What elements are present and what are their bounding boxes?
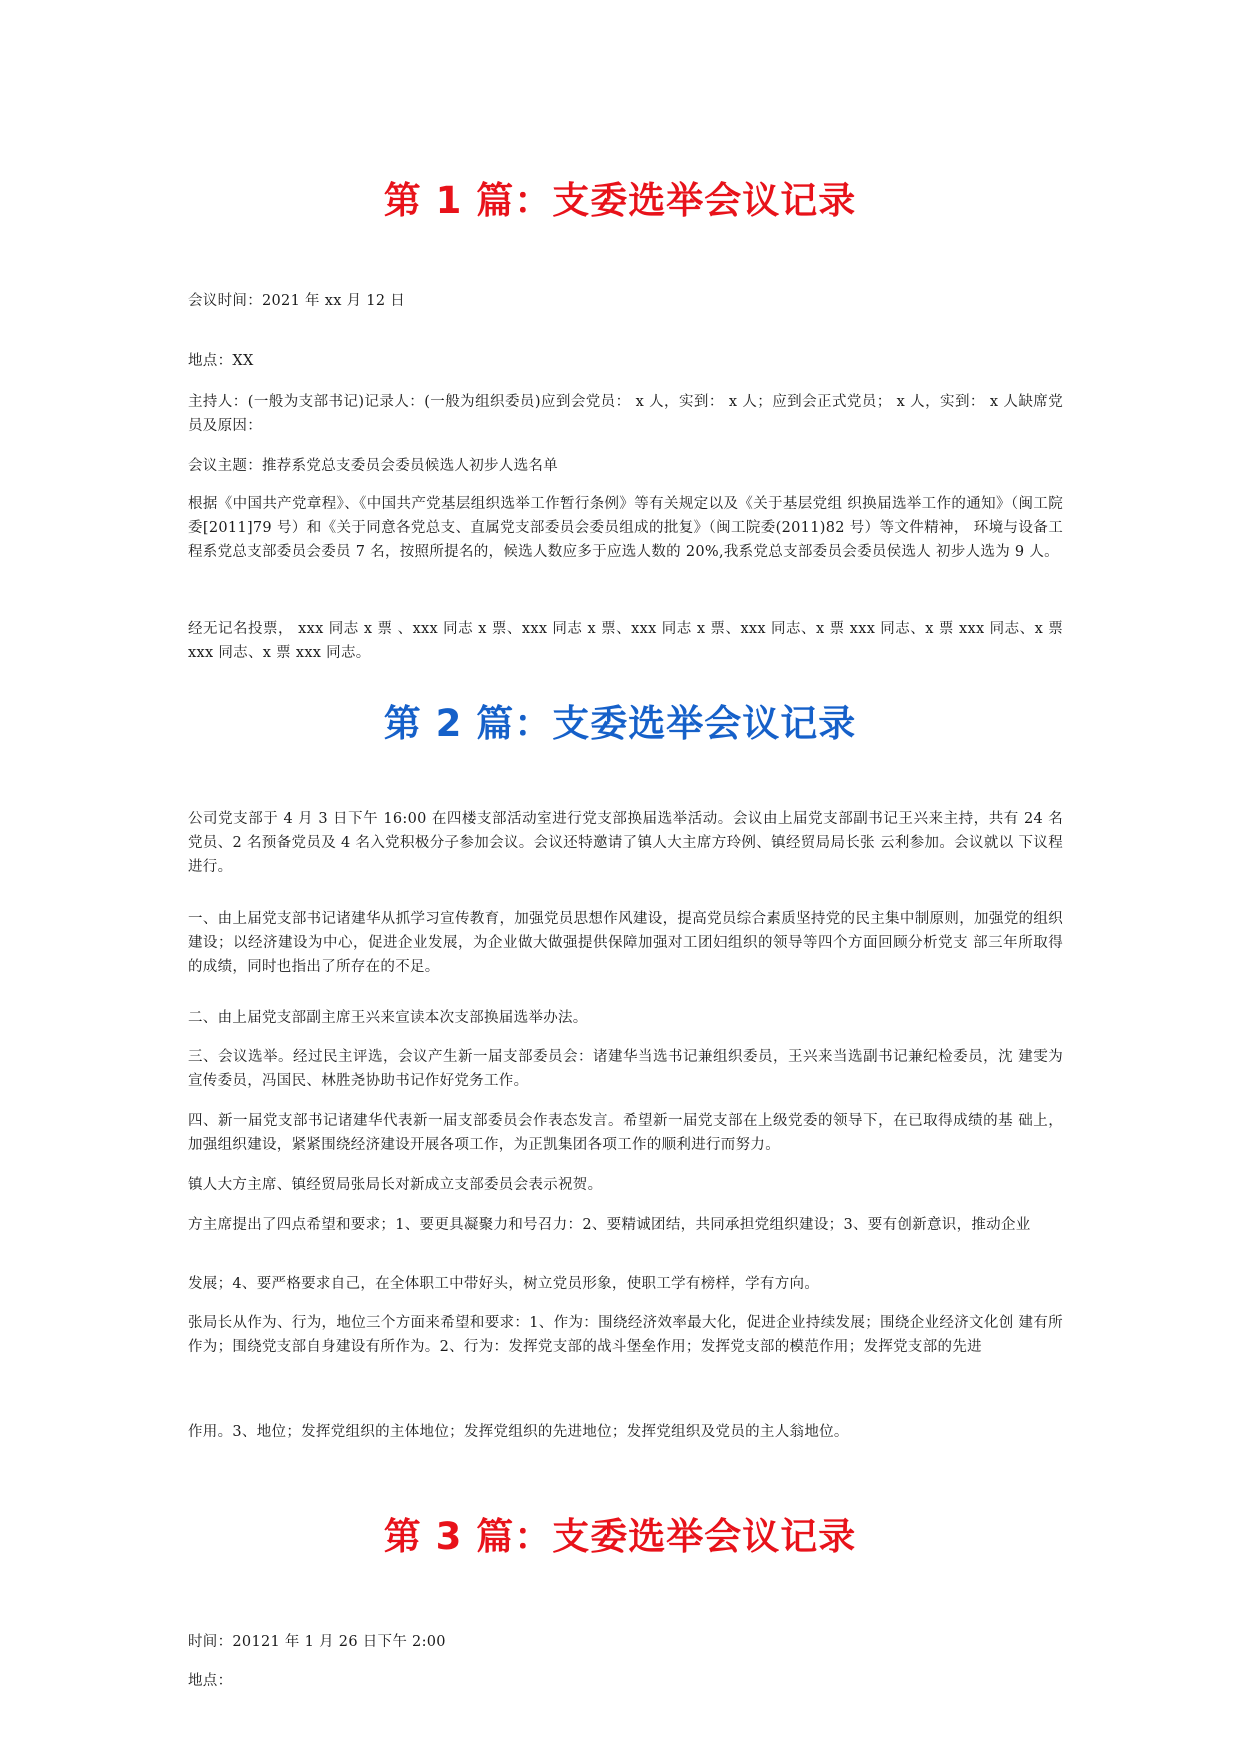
agenda-item-2: 二、由上届党支部副主席王兴来宣读本次支部换届选举办法。 [188, 1010, 588, 1026]
article-2-heading: 第 2 篇：支委选举会议记录 [383, 702, 857, 745]
meeting-time-3: 时间：20121 年 1 月 26 日下午 2:00 [188, 1634, 446, 1650]
meeting-time: 会议时间：2021 年 xx 月 12 日 [188, 293, 406, 309]
intro-paragraph: 公司党支部于 4 月 3 日下午 16:00 在四楼支部活动室进行党支部换届选举活动。会议由上届党支部副书记王兴来主持，共有 24 名党员、2 名预备党员及 4 名入党积极分子参加会议。会议还特邀请了镇人大主席方玲例、镇经贸局局长张 云利参加。会议就以 下议程进行。 [188, 811, 1063, 875]
agenda-item-3: 三、会议选举。经过民主评选，会议产生新一届支部委员会：诸建华当选书记兼组织委员，王兴来当选副书记兼纪检委员，沈 建雯为宣传委员，冯国民、林胜尧协助书记作好党务工作。 [188, 1049, 1063, 1089]
congratulations: 镇人大方主席、镇经贸局张局长对新成立支部委员会表示祝贺。 [188, 1177, 603, 1193]
agenda-item-1: 一、由上届党支部书记诸建华从抓学习宣传教育，加强党员思想作风建设，提高党员综合素质坚持党的民主集中制原则，加强党的组织建设；以经济建设为中心，促进企业发展，为企业做大做强提供保障加强对工团妇组织的领导等四个方面回顾分析党支 部三年所取得的成绩，同时也指出了所存在的不足。 [188, 911, 1063, 975]
vote-results: 经无记名投票， xxx 同志 x 票 、xxx 同志 x 票、xxx 同志 x 票、xxx 同志 x 票、xxx 同志、x 票 xxx 同志、x 票 xxx 同志、x 票 xxx 同志、x 票 xxx 同志。 [188, 621, 1063, 661]
agenda-item-4: 四、新一届党支部书记诸建华代表新一届支部委员会作表态发言。希望新一届党支部在上级党委的领导下，在已取得成绩的基 础上，加强组织建设，紧紧围绕经济建设开展各项工作，为正凯集团各项工作的顺利进行而努力。 [188, 1113, 1063, 1153]
meeting-theme: 会议主题：推荐系党总支委员会委员候选人初步人选名单 [188, 458, 558, 474]
article-1-heading: 第 1 篇：支委选举会议记录 [383, 179, 857, 222]
fang-requirements-line1: 方主席提出了四点希望和要求；1、要更具凝聚力和号召力：2、要精诚团结，共同承担党组织建设；3、要有创新意识，推动企业 [188, 1217, 1031, 1233]
zhang-requirements-cont: 作用。3、地位；发挥党组织的主体地位；发挥党组织的先进地位；发挥党组织及党员的主人翁地位。 [188, 1424, 849, 1440]
fang-requirements-line2: 发展；4、要严格要求自己，在全体职工中带好头，树立党员形象，使职工学有榜样，学有方向。 [188, 1276, 820, 1292]
article-3-heading: 第 3 篇：支委选举会议记录 [383, 1515, 857, 1558]
basis-paragraph: 根据《中国共产党章程》、《中国共产党基层组织选举工作暂行条例》等有关规定以及《关于基层党组 织换届选举工作的通知》（闽工院委[2011]79 号）和《关于同意各党总支、直属党支部委员会委员组成的批复》（闽工院委(2011)82 号）等文件精神， 环境与设备工程系党总支部委员会委员 7 名，按照所提名的，候选人数应多于应选人数的 20%,我系党总支部委员会委员侯选人 初步人选为 9 人。 [188, 496, 1063, 560]
meeting-location: 地点：XX [188, 353, 254, 369]
attendance-info: 主持人：(一般为支部书记)记录人：(一般为组织委员)应到会党员： x 人，实到： x 人；应到会正式党员； x 人，实到： x 人缺席党员及原因： [188, 394, 1063, 434]
meeting-location-3: 地点： [188, 1673, 233, 1689]
zhang-requirements: 张局长从作为、行为，地位三个方面来希望和要求：1、作为：围绕经济效率最大化，促进企业持续发展；围绕企业经济文化创 建有所作为；围绕党支部自身建设有所作为。2、行为：发挥党支部的战斗堡垒作用；发挥党支部的模范作用；发挥党支部的先进 [188, 1315, 1063, 1355]
